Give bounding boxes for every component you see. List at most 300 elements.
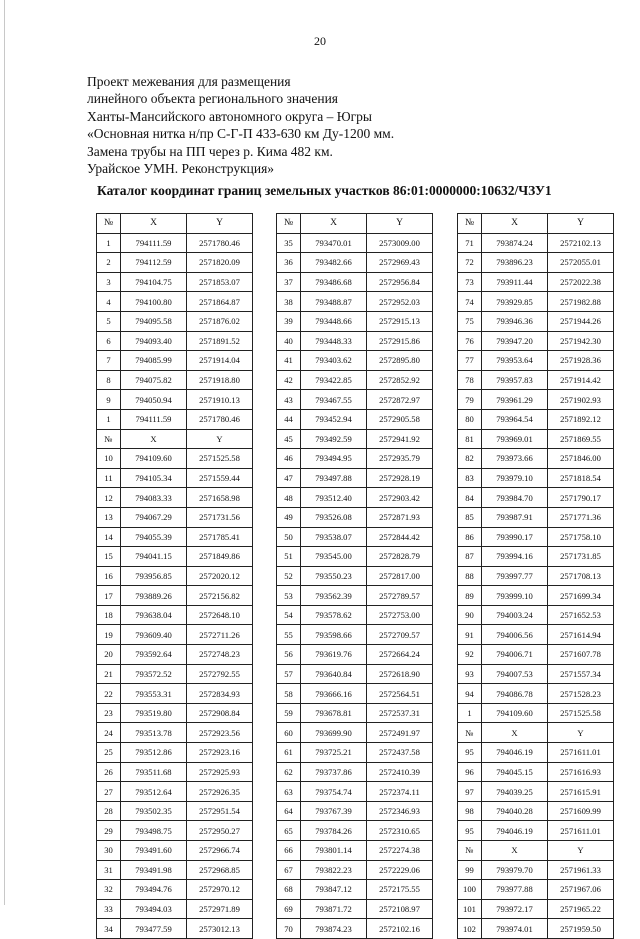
x-coordinate-cell: 794109.60 [482, 703, 548, 723]
x-coordinate-cell: X [121, 429, 187, 449]
point-number-cell: 5 [97, 311, 121, 331]
table-row [97, 703, 253, 723]
y-coordinate-cell: 2571615.91 [548, 782, 614, 802]
x-coordinate-cell: 793562.39 [301, 586, 367, 606]
x-coordinate-cell: 793448.33 [301, 331, 367, 351]
table-row [97, 547, 253, 567]
x-coordinate-cell: 794112.59 [121, 253, 187, 273]
x-coordinate-cell: 793491.98 [121, 860, 187, 880]
point-number-cell: 66 [277, 841, 301, 861]
x-coordinate-cell: 793946.36 [482, 311, 548, 331]
table-row [97, 880, 253, 900]
point-number-cell: 101 [458, 899, 482, 919]
y-coordinate-cell: 2572925.93 [187, 762, 253, 782]
coordinates-table-1 [96, 213, 253, 939]
y-coordinate-cell: 2572966.74 [187, 841, 253, 861]
point-number-cell: 95 [458, 821, 482, 841]
x-coordinate-cell: 793491.60 [121, 841, 187, 861]
point-number-cell: 45 [277, 429, 301, 449]
table-row [277, 468, 433, 488]
y-coordinate-cell: 2571780.46 [187, 409, 253, 429]
table-row [277, 547, 433, 567]
x-coordinate-cell: 793737.86 [301, 762, 367, 782]
point-number-cell: 75 [458, 311, 482, 331]
x-coordinate-cell: 794095.58 [121, 311, 187, 331]
y-coordinate-cell: 2571892.12 [548, 409, 614, 429]
y-coordinate-cell: 2571614.94 [548, 625, 614, 645]
point-number-cell: 55 [277, 625, 301, 645]
y-coordinate-cell: 2571616.93 [548, 762, 614, 782]
x-coordinate-cell: 794083.33 [121, 488, 187, 508]
x-coordinate-cell: 793678.81 [301, 703, 367, 723]
point-number-cell: 50 [277, 527, 301, 547]
table-row [277, 331, 433, 351]
x-coordinate-cell: 793494.95 [301, 449, 367, 469]
y-coordinate-cell: 2572491.97 [367, 723, 433, 743]
x-coordinate-cell: 793486.68 [301, 272, 367, 292]
table-row [458, 684, 614, 704]
x-header: X [482, 214, 548, 234]
table-row [277, 390, 433, 410]
table-row [97, 507, 253, 527]
point-number-cell: 84 [458, 488, 482, 508]
x-coordinate-cell: 793452.94 [301, 409, 367, 429]
y-coordinate-cell: 2572055.01 [548, 253, 614, 273]
point-number-cell: 2 [97, 253, 121, 273]
x-coordinate-cell: 793578.62 [301, 605, 367, 625]
x-coordinate-cell: 793699.90 [301, 723, 367, 743]
y-coordinate-cell: 2572753.00 [367, 605, 433, 625]
x-coordinate-cell: 794075.82 [121, 370, 187, 390]
y-coordinate-cell: 2571699.34 [548, 586, 614, 606]
point-number-cell: 14 [97, 527, 121, 547]
table-row [97, 605, 253, 625]
point-number-cell: 95 [458, 743, 482, 763]
table-row [97, 351, 253, 371]
point-number-cell: 52 [277, 566, 301, 586]
y-coordinate-cell: 2572956.84 [367, 272, 433, 292]
table-header-row [97, 214, 253, 234]
table-row [277, 566, 433, 586]
point-number-cell: 98 [458, 801, 482, 821]
y-coordinate-cell: 2572022.38 [548, 272, 614, 292]
y-coordinate-cell: 2572709.57 [367, 625, 433, 645]
x-coordinate-cell: 793874.24 [482, 233, 548, 253]
point-number-cell: 38 [277, 292, 301, 312]
point-number-cell: 21 [97, 664, 121, 684]
table-row [97, 723, 253, 743]
table-row [97, 841, 253, 861]
y-coordinate-cell: 2571652.53 [548, 605, 614, 625]
x-coordinate-cell: 793953.64 [482, 351, 548, 371]
y-coordinate-cell: 2572792.55 [187, 664, 253, 684]
y-coordinate-cell: 2573009.00 [367, 233, 433, 253]
y-coordinate-cell: 2572951.54 [187, 801, 253, 821]
point-number-cell: 62 [277, 762, 301, 782]
x-coordinate-cell: X [482, 841, 548, 861]
point-number-cell: 4 [97, 292, 121, 312]
table-row [277, 880, 433, 900]
table-row [97, 311, 253, 331]
table-row [277, 645, 433, 665]
x-coordinate-cell: 793979.70 [482, 860, 548, 880]
x-coordinate-cell: 793511.68 [121, 762, 187, 782]
x-coordinate-cell: 794039.25 [482, 782, 548, 802]
point-number-cell: 28 [97, 801, 121, 821]
table-row [458, 723, 614, 743]
table-row [97, 292, 253, 312]
y-coordinate-cell: 2572102.16 [367, 919, 433, 939]
y-coordinate-cell: 2571869.55 [548, 429, 614, 449]
table-row [277, 351, 433, 371]
x-coordinate-cell: 793984.70 [482, 488, 548, 508]
x-coordinate-cell: 794111.59 [121, 233, 187, 253]
y-coordinate-cell: 2572108.97 [367, 899, 433, 919]
coordinates-table-2 [276, 213, 433, 939]
y-coordinate-cell: 2572923.16 [187, 743, 253, 763]
table-row [97, 919, 253, 939]
y-coordinate-cell: 2572564.51 [367, 684, 433, 704]
table-row [277, 253, 433, 273]
y-coordinate-cell: 2572310.65 [367, 821, 433, 841]
table-row [458, 233, 614, 253]
y-coordinate-cell: 2571967.06 [548, 880, 614, 900]
point-number-cell: 19 [97, 625, 121, 645]
point-number-cell: 31 [97, 860, 121, 880]
point-number-cell: 81 [458, 429, 482, 449]
x-coordinate-cell: 793972.17 [482, 899, 548, 919]
x-coordinate-cell: 793666.16 [301, 684, 367, 704]
point-number-cell: 90 [458, 605, 482, 625]
table-row [458, 625, 614, 645]
x-coordinate-cell: 793550.23 [301, 566, 367, 586]
y-coordinate-cell: 2571910.13 [187, 390, 253, 410]
table-row [458, 409, 614, 429]
table-row [458, 547, 614, 567]
y-coordinate-cell: 2572274.38 [367, 841, 433, 861]
x-coordinate-cell: X [482, 723, 548, 743]
x-coordinate-cell: 793638.04 [121, 605, 187, 625]
header-line: «Основная нитка н/пр С-Г-П 433-630 км Ду-1200 мм. [87, 126, 395, 142]
y-coordinate-cell: 2571853.07 [187, 272, 253, 292]
y-coordinate-cell: 2572852.92 [367, 370, 433, 390]
table-row [458, 429, 614, 449]
y-coordinate-cell: 2573012.13 [187, 919, 253, 939]
point-number-cell: 18 [97, 605, 121, 625]
x-coordinate-cell: 793994.16 [482, 547, 548, 567]
y-coordinate-cell: 2572175.55 [367, 880, 433, 900]
point-number-cell: 83 [458, 468, 482, 488]
y-coordinate-cell: 2572374.11 [367, 782, 433, 802]
table-row [277, 860, 433, 880]
table-row [458, 370, 614, 390]
x-coordinate-cell: 793784.26 [301, 821, 367, 841]
x-coordinate-cell: 793497.88 [301, 468, 367, 488]
x-coordinate-cell: 793911.44 [482, 272, 548, 292]
point-number-cell: 9 [97, 390, 121, 410]
point-number-cell: 42 [277, 370, 301, 390]
table-row [277, 625, 433, 645]
point-number-cell: 67 [277, 860, 301, 880]
point-number-cell: 13 [97, 507, 121, 527]
y-coordinate-cell: 2571820.09 [187, 253, 253, 273]
point-number-cell: 40 [277, 331, 301, 351]
point-number-cell: 79 [458, 390, 482, 410]
x-coordinate-cell: 793754.74 [301, 782, 367, 802]
y-coordinate-cell: 2571902.93 [548, 390, 614, 410]
point-number-cell: 37 [277, 272, 301, 292]
x-coordinate-cell: 793973.66 [482, 449, 548, 469]
x-header: X [301, 214, 367, 234]
y-coordinate-cell: 2572664.24 [367, 645, 433, 665]
y-header: Y [367, 214, 433, 234]
point-number-cell: 7 [97, 351, 121, 371]
table-row [277, 272, 433, 292]
x-coordinate-cell: 794086.78 [482, 684, 548, 704]
y-coordinate-cell: 2572437.58 [367, 743, 433, 763]
table-row [458, 703, 614, 723]
y-coordinate-cell: 2572969.43 [367, 253, 433, 273]
y-coordinate-cell: 2571758.10 [548, 527, 614, 547]
x-coordinate-cell: 794046.19 [482, 743, 548, 763]
point-number-cell: 30 [97, 841, 121, 861]
scan-edge-line [4, 0, 5, 905]
point-number-cell: 80 [458, 409, 482, 429]
table-row [97, 370, 253, 390]
y-coordinate-cell: 2571914.42 [548, 370, 614, 390]
table-row [97, 664, 253, 684]
y-coordinate-cell: 2572618.90 [367, 664, 433, 684]
x-coordinate-cell: 793979.10 [482, 468, 548, 488]
y-coordinate-cell: 2571846.00 [548, 449, 614, 469]
x-coordinate-cell: 794050.94 [121, 390, 187, 410]
point-number-cell: 96 [458, 762, 482, 782]
y-coordinate-cell: 2571914.04 [187, 351, 253, 371]
point-number-cell: № [97, 429, 121, 449]
x-coordinate-cell: 793512.86 [121, 743, 187, 763]
point-number-cell: 89 [458, 586, 482, 606]
point-number-header: № [458, 214, 482, 234]
y-coordinate-cell: 2572915.86 [367, 331, 433, 351]
x-coordinate-cell: 793947.20 [482, 331, 548, 351]
table-row [277, 743, 433, 763]
table-row [97, 782, 253, 802]
x-coordinate-cell: 793997.77 [482, 566, 548, 586]
point-number-cell: 57 [277, 664, 301, 684]
x-coordinate-cell: 794003.24 [482, 605, 548, 625]
y-coordinate-cell: 2571708.13 [548, 566, 614, 586]
y-coordinate-cell: 2571818.54 [548, 468, 614, 488]
point-number-cell: 23 [97, 703, 121, 723]
y-coordinate-cell: 2572844.42 [367, 527, 433, 547]
point-number-cell: 86 [458, 527, 482, 547]
table-row [458, 880, 614, 900]
point-number-cell: 15 [97, 547, 121, 567]
table-row [277, 821, 433, 841]
y-coordinate-cell: 2571961.33 [548, 860, 614, 880]
x-coordinate-cell: 793422.85 [301, 370, 367, 390]
x-coordinate-cell: 793513.78 [121, 723, 187, 743]
header-line: Замена трубы на ПП через р. Кима 482 км. [87, 143, 333, 159]
point-number-cell: 82 [458, 449, 482, 469]
y-coordinate-cell: 2572971.89 [187, 899, 253, 919]
point-number-cell: 63 [277, 782, 301, 802]
table-row [97, 743, 253, 763]
point-number-cell: 60 [277, 723, 301, 743]
y-coordinate-cell: 2571771.36 [548, 507, 614, 527]
table-row [97, 468, 253, 488]
x-coordinate-cell: 793822.23 [301, 860, 367, 880]
x-coordinate-cell: 794040.28 [482, 801, 548, 821]
table-row [97, 390, 253, 410]
table-row [97, 762, 253, 782]
y-coordinate-cell: 2572952.03 [367, 292, 433, 312]
y-coordinate-cell: 2572871.93 [367, 507, 433, 527]
point-number-cell: 99 [458, 860, 482, 880]
point-number-cell: 25 [97, 743, 121, 763]
y-coordinate-cell: 2572950.27 [187, 821, 253, 841]
table-row [277, 841, 433, 861]
x-coordinate-cell: 794055.39 [121, 527, 187, 547]
table-row [458, 253, 614, 273]
x-coordinate-cell: 793494.03 [121, 899, 187, 919]
y-coordinate-cell: 2571944.26 [548, 311, 614, 331]
point-number-cell: 73 [458, 272, 482, 292]
x-coordinate-cell: 794093.40 [121, 331, 187, 351]
point-number-cell: 65 [277, 821, 301, 841]
y-coordinate-cell: 2571528.23 [548, 684, 614, 704]
x-coordinate-cell: 793969.01 [482, 429, 548, 449]
point-number-cell: 24 [97, 723, 121, 743]
y-coordinate-cell: 2571928.36 [548, 351, 614, 371]
point-number-cell: 20 [97, 645, 121, 665]
table-row [277, 507, 433, 527]
x-coordinate-cell: 793929.85 [482, 292, 548, 312]
y-coordinate-cell: 2572346.93 [367, 801, 433, 821]
point-number-cell: 12 [97, 488, 121, 508]
point-number-cell: 32 [97, 880, 121, 900]
y-coordinate-cell: Y [548, 841, 614, 861]
point-number-cell: 36 [277, 253, 301, 273]
y-coordinate-cell: 2572923.56 [187, 723, 253, 743]
x-coordinate-cell: 793801.14 [301, 841, 367, 861]
table-row [458, 468, 614, 488]
point-number-cell: № [458, 723, 482, 743]
y-coordinate-cell: 2572410.39 [367, 762, 433, 782]
x-coordinate-cell: 793640.84 [301, 664, 367, 684]
table-row [97, 821, 253, 841]
x-coordinate-cell: 793977.88 [482, 880, 548, 900]
point-number-cell: 85 [458, 507, 482, 527]
point-number-cell: 58 [277, 684, 301, 704]
y-coordinate-cell: 2571559.44 [187, 468, 253, 488]
y-coordinate-cell: 2572915.13 [367, 311, 433, 331]
y-coordinate-cell: 2572903.42 [367, 488, 433, 508]
point-number-cell: 8 [97, 370, 121, 390]
table-row [277, 292, 433, 312]
x-coordinate-cell: 793553.31 [121, 684, 187, 704]
point-number-cell: 78 [458, 370, 482, 390]
table-row [277, 684, 433, 704]
x-coordinate-cell: 793874.23 [301, 919, 367, 939]
table-row [277, 762, 433, 782]
table-row [97, 586, 253, 606]
y-coordinate-cell: 2572935.79 [367, 449, 433, 469]
table-row [277, 703, 433, 723]
x-coordinate-cell: 793467.55 [301, 390, 367, 410]
point-number-cell: 39 [277, 311, 301, 331]
point-number-cell: № [458, 841, 482, 861]
y-coordinate-cell: 2572789.57 [367, 586, 433, 606]
point-number-cell: 77 [458, 351, 482, 371]
table-row [458, 272, 614, 292]
y-coordinate-cell: 2571658.98 [187, 488, 253, 508]
x-coordinate-cell: 793494.76 [121, 880, 187, 900]
y-coordinate-cell: 2571780.46 [187, 233, 253, 253]
table-row [458, 841, 614, 861]
table-row [97, 449, 253, 469]
y-coordinate-cell: 2572834.93 [187, 684, 253, 704]
x-coordinate-cell: 793974.01 [482, 919, 548, 939]
point-number-cell: 49 [277, 507, 301, 527]
y-coordinate-cell: 2571965.22 [548, 899, 614, 919]
y-coordinate-cell: 2571731.56 [187, 507, 253, 527]
x-coordinate-cell: 793725.21 [301, 743, 367, 763]
header-line: линейного объекта регионального значения [87, 91, 339, 107]
point-number-cell: 102 [458, 919, 482, 939]
header-line: Урайское УМН. Реконструкция» [87, 161, 275, 177]
table-row [97, 684, 253, 704]
table-row [458, 743, 614, 763]
x-coordinate-cell: 794100.80 [121, 292, 187, 312]
header-line: Ханты-Мансийского автономного округа – Югры [87, 108, 372, 124]
point-number-cell: 3 [97, 272, 121, 292]
table-row [458, 605, 614, 625]
y-coordinate-cell: 2571959.50 [548, 919, 614, 939]
point-number-cell: 35 [277, 233, 301, 253]
point-number-cell: 91 [458, 625, 482, 645]
y-coordinate-cell: Y [548, 723, 614, 743]
table-row [458, 645, 614, 665]
x-coordinate-cell: 793889.26 [121, 586, 187, 606]
y-coordinate-cell: 2571557.34 [548, 664, 614, 684]
point-number-cell: 74 [458, 292, 482, 312]
x-coordinate-cell: 794085.99 [121, 351, 187, 371]
point-number-header: № [97, 214, 121, 234]
y-coordinate-cell: 2572229.06 [367, 860, 433, 880]
y-coordinate-cell: 2572748.23 [187, 645, 253, 665]
point-number-cell: 41 [277, 351, 301, 371]
y-coordinate-cell: 2571525.58 [187, 449, 253, 469]
point-number-cell: 6 [97, 331, 121, 351]
x-coordinate-cell: 793767.39 [301, 801, 367, 821]
x-coordinate-cell: 794067.29 [121, 507, 187, 527]
y-coordinate-cell: 2571607.78 [548, 645, 614, 665]
x-coordinate-cell: 794111.59 [121, 409, 187, 429]
x-coordinate-cell: 793957.83 [482, 370, 548, 390]
point-number-cell: 69 [277, 899, 301, 919]
x-coordinate-cell: 793598.66 [301, 625, 367, 645]
x-coordinate-cell: 793403.62 [301, 351, 367, 371]
y-coordinate-cell: 2572872.97 [367, 390, 433, 410]
point-number-cell: 88 [458, 566, 482, 586]
y-coordinate-cell: 2572537.31 [367, 703, 433, 723]
x-coordinate-cell: 793847.12 [301, 880, 367, 900]
point-number-cell: 97 [458, 782, 482, 802]
x-coordinate-cell: 793492.59 [301, 429, 367, 449]
point-number-cell: 64 [277, 801, 301, 821]
point-number-cell: 22 [97, 684, 121, 704]
